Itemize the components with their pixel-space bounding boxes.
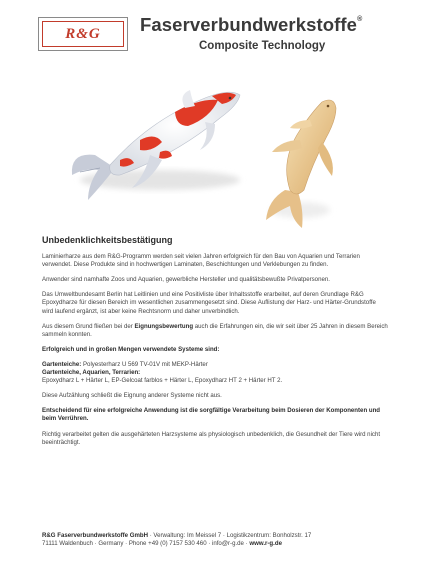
systems-list	[42, 361, 388, 385]
brand-name: Faserverbundwerkstoffe	[140, 14, 358, 35]
company-logo	[38, 17, 128, 51]
footer-line-1	[42, 532, 402, 540]
document-body	[42, 236, 388, 454]
experience-text-c: auch die Erfahrungen ein, die wir seit über 25 Jahren in diesem Bereich sammeln konnten.	[42, 322, 388, 338]
koi-illustration	[0, 60, 427, 230]
paragraph-users: Anwender sind namhafte Zoos und Aquarien, gewerbliche Hersteller und qualitätsbewußte Privatpersonen.	[42, 276, 330, 284]
exclusion-note: Diese Aufzählung schließt die Eignung anderer Systeme nicht aus.	[42, 392, 222, 400]
footer-address-1: · Verwaltung: Im Meissel 7 · Logistikzentrum: Bonholzstr. 17	[148, 532, 312, 539]
paragraph-experience	[42, 323, 388, 339]
footer-address-2: 71111 Waldenbuch · Germany · Phone +49 (0) 7157 530 460 · info@r-g.de ·	[42, 540, 250, 548]
experience-text-a: Aus diesem Grund fließen bei der	[42, 322, 135, 330]
footer-line-2	[42, 540, 402, 548]
ponds-text: Polyesterharz U 569 TV-01V mit MEKP-Härter	[81, 360, 208, 368]
experience-bold: Eignungsbewertung	[134, 322, 194, 330]
aquaria-label: Gartenteiche, Aquarien, Terrarien:	[42, 369, 141, 377]
document-title: Unbedenklichkeitsbestätigung	[42, 235, 173, 245]
ponds-label: Gartenteiche:	[42, 360, 82, 368]
logo-frame	[42, 21, 124, 47]
closing-note: Richtig verarbeitet gelten die ausgehärteten Harzsysteme als physiologisch unbedenklich, die Gesundheit der Tiere wird nicht beeinträchtigt.	[42, 430, 381, 446]
footer	[42, 532, 402, 549]
decisive-note: Entscheidend für eine erfolgreiche Anwendung ist die sorgfältige Verarbeitung beim Dosieren der Komponenten und beim Verrühren.	[42, 407, 381, 423]
footer-website-link[interactable]: www.r-g.de	[249, 540, 282, 548]
paragraph-intro: Laminierharze aus dem R&G-Programm werden seit vielen Jahren erfolgreich für den Bau von Aquarien und Terrarien verwendet. Diese Produkte sind in hochwertigen Laminaten, Beschichtungen und Verklebungen zu finden.	[42, 253, 360, 269]
brand-subtitle: Composite Technology	[199, 40, 326, 52]
aquaria-text: Epoxydharz L + Härter L, EP-Gelcoat farblos + Härter L, Epoxydharz HT 2 + Härter HT 2.	[42, 377, 283, 385]
logo-text: R&G	[65, 25, 101, 42]
systems-heading: Erfolgreich und in großen Mengen verwendete Systeme sind:	[42, 345, 220, 353]
registered-mark: ®	[357, 16, 363, 23]
paragraph-uba: Das Umweltbundesamt Berlin hat Leitlinien und eine Positivliste über Inhaltsstoffe erarbeitet, auf deren Grundlage R&G Epoxydharze für diesen Bereich im wesentlichen zusammengesetzt sind. Diese Auflistung der Harz- und Härter-Grundstoffe wird laufend ergänzt, ist aber keine Rechtsnorm und daher unverbindlich.	[42, 291, 376, 315]
footer-company: R&G Faserverbundwerkstoffe GmbH	[42, 532, 148, 539]
brand-title	[140, 14, 362, 36]
